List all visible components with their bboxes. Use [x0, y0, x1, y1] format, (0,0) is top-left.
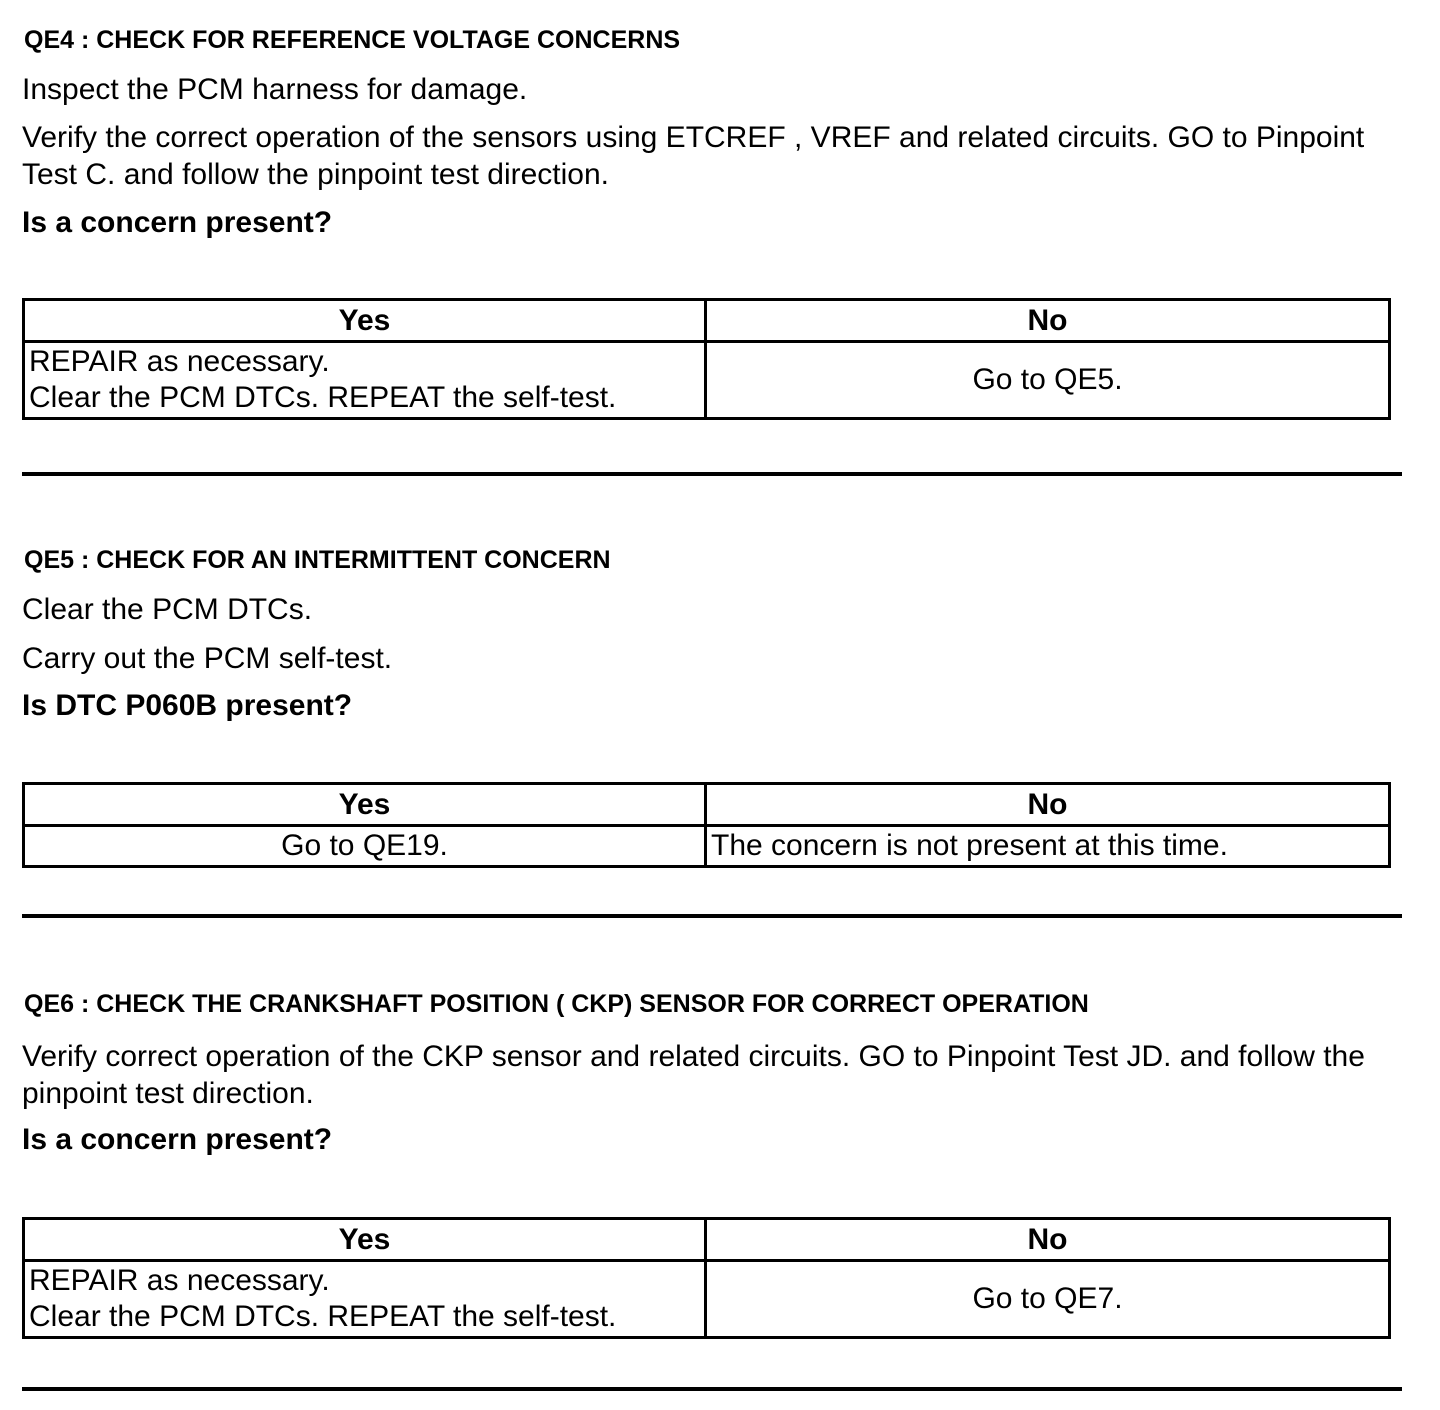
yes-cell — [24, 342, 706, 419]
yes-header: Yes — [24, 300, 706, 342]
instruction-text: Verify correct operation of the CKP sensor and related circuits. GO to Pinpoint Test JD. and follow the pinpoint test direction. — [22, 1040, 1365, 1110]
section-heading: QE5 : CHECK FOR AN INTERMITTENT CONCERN — [24, 546, 611, 574]
yes-header: Yes — [24, 1219, 706, 1261]
instruction-text: Carry out the PCM self-test. — [22, 642, 393, 675]
yes-cell-line: Clear the PCM DTCs. REPEAT the self-test. — [29, 1300, 617, 1333]
question-text: Is DTC P060B present? — [22, 689, 353, 722]
instruction-text: Verify the correct operation of the sensors using ETCREF , VREF and related circuits. GO to Pinpoint Test C. and follow the pinpoint test direction. — [22, 121, 1365, 191]
table-row — [24, 1261, 1390, 1338]
yes-no-table — [22, 298, 1391, 420]
no-cell — [706, 342, 1390, 419]
no-cell-line: Go to QE5. — [972, 363, 1123, 396]
no-cell-line: Go to QE7. — [972, 1282, 1123, 1315]
question-text: Is a concern present? — [22, 1123, 333, 1156]
no-header: No — [706, 300, 1390, 342]
table-header-row — [24, 784, 1390, 826]
section-divider — [22, 472, 1402, 476]
section-heading: QE6 : CHECK THE CRANKSHAFT POSITION ( CKP) SENSOR FOR CORRECT OPERATION — [24, 990, 1089, 1018]
question-text: Is a concern present? — [22, 206, 333, 239]
yes-cell-line: REPAIR as necessary. — [29, 345, 330, 378]
yes-cell — [24, 1261, 706, 1338]
table-row — [24, 826, 1390, 867]
table-row — [24, 342, 1390, 419]
section-divider — [22, 1387, 1402, 1391]
yes-cell — [24, 826, 706, 867]
section-heading: QE4 : CHECK FOR REFERENCE VOLTAGE CONCERNS — [24, 26, 681, 54]
no-cell — [706, 826, 1390, 867]
yes-no-table — [22, 1217, 1391, 1339]
yes-cell-line: Clear the PCM DTCs. REPEAT the self-test. — [29, 381, 617, 414]
yes-no-table — [22, 782, 1391, 868]
table-header-row — [24, 1219, 1390, 1261]
yes-header: Yes — [24, 784, 706, 826]
no-cell — [706, 1261, 1390, 1338]
yes-cell-line: Go to QE19. — [281, 829, 448, 862]
no-cell-line: The concern is not present at this time. — [711, 829, 1228, 862]
instruction-text: Clear the PCM DTCs. — [22, 593, 313, 626]
no-header: No — [706, 784, 1390, 826]
section-divider — [22, 914, 1402, 918]
table-header-row — [24, 300, 1390, 342]
yes-cell-line: REPAIR as necessary. — [29, 1264, 330, 1297]
instruction-text: Inspect the PCM harness for damage. — [22, 73, 528, 106]
no-header: No — [706, 1219, 1390, 1261]
